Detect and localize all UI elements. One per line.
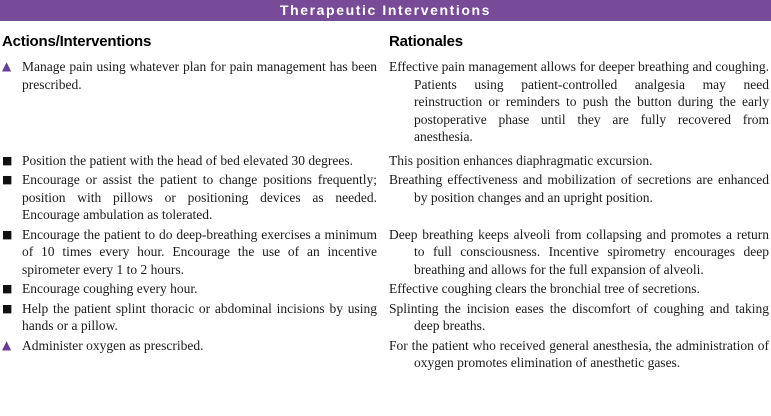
rationale-text: Effective pain management allows for deeper breathing and coughing. Patients using patient-controlled analgesia may need reinstruction or reminders to push the button during the early postoperative phase until they are fully recovered from anesthesia. — [389, 59, 769, 144]
rationales-column-header: Rationales — [389, 33, 463, 50]
table-row — [2, 337, 769, 372]
action-cell — [2, 58, 377, 93]
rationale-text: For the patient who received general anesthesia, the administration of oxygen promotes elimination of anesthetic gases. — [389, 337, 769, 370]
action-cell — [2, 171, 377, 224]
triangle-bullet-icon: ▲ — [2, 59, 12, 73]
column-headers — [0, 21, 771, 58]
interventions-table — [0, 58, 771, 372]
section-title: Therapeutic Interventions — [279, 2, 492, 18]
table-row — [2, 300, 769, 335]
action-cell — [2, 300, 377, 335]
action-text: Position the patient with the head of bed elevated 30 degrees. — [22, 152, 354, 168]
table-row — [2, 58, 769, 146]
action-text: Manage pain using whatever plan for pain management has been prescribed. — [22, 59, 377, 92]
table-row — [2, 226, 769, 279]
square-bullet-icon: ■ — [2, 173, 13, 186]
square-bullet-icon: ■ — [2, 282, 13, 295]
table-row — [2, 280, 769, 298]
action-text: Encourage coughing every hour. — [22, 281, 198, 296]
rationale-text: Breathing effectiveness and mobilization of secretions are enhanced by position changes and an upright position. — [389, 172, 769, 205]
action-text: Encourage or assist the patient to change positions frequently; position with pillows or positioning devices as needed. Encourage ambulation as tolerated. — [22, 172, 377, 222]
action-cell — [2, 280, 377, 298]
action-text: Administer oxygen as prescribed. — [22, 337, 204, 353]
rationale-text: Effective coughing clears the bronchial tree of secretions. — [389, 281, 700, 296]
rationale-text: Deep breathing keeps alveoli from collapsing and promotes a return to full consciousness. Incentive spirometry encourages deep breathing and allows for the full expansion of alveoli. — [389, 226, 769, 277]
triangle-bullet-icon: ▲ — [2, 337, 12, 352]
actions-column-header: Actions/Interventions — [2, 33, 152, 50]
action-cell — [2, 337, 377, 355]
section-title-bar — [0, 0, 771, 21]
action-cell — [2, 152, 377, 170]
rationale-text: This position enhances diaphragmatic excursion. — [389, 152, 653, 168]
action-text: Encourage the patient to do deep-breathing exercises a minimum of 10 times every hour. Encourage the use of an incentive spirometer every 1 to 2 hours. — [22, 226, 377, 277]
action-text: Help the patient splint thoracic or abdominal incisions by using hands or a pillow. — [22, 300, 377, 333]
action-cell — [2, 226, 377, 279]
square-bullet-icon: ■ — [2, 301, 13, 315]
rationale-text: Splinting the incision eases the discomfort of coughing and taking deep breaths. — [389, 300, 769, 333]
square-bullet-icon: ■ — [2, 153, 13, 167]
table-row — [2, 152, 769, 170]
square-bullet-icon: ■ — [2, 227, 13, 241]
table-row — [2, 171, 769, 224]
